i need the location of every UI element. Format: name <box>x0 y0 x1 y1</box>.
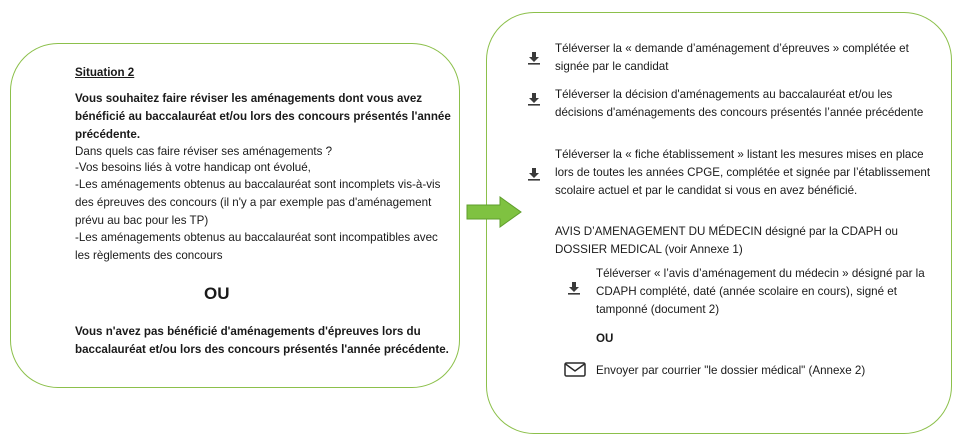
send-mail-step: Envoyer par courrier "le dossier médical" (Annexe 2) <box>596 364 866 377</box>
situation-reason: -Les aménagements obtenus au baccalauréat sont incompatibles avec les règlements des concours <box>75 231 438 262</box>
right-arrow-icon <box>466 196 522 228</box>
situation-reason: -Les aménagements obtenus au baccalauréat sont incomplets vis-à-vis des épreuves des concours (il n'y a par exemple pas d'aménagement prévu au bac pour les TP) <box>75 178 441 227</box>
situation-intro: Vous souhaitez faire réviser les aménagements dont vous avez bénéficié au baccalauréat et/ou lors des concours présentés l'année précédente. <box>75 92 451 141</box>
or-separator: OU <box>204 284 230 303</box>
situation-question: Dans quels cas faire réviser ses aménagements ? <box>75 145 333 158</box>
download-icon <box>567 281 581 295</box>
download-icon <box>527 167 541 181</box>
upload-avis-step: Téléverser « l’avis d’aménagement du médecin » désigné par la CDAPH complété, daté (année scolaire en cours), signé et tamponné (document 2) <box>596 267 925 316</box>
download-icon <box>527 92 541 106</box>
medical-opinion-heading: AVIS D’AMENAGEMENT DU MÉDECIN désigné par la CDAPH ou DOSSIER MEDICAL (voir Annexe 1) <box>555 225 898 256</box>
situation-title: Situation 2 <box>75 66 135 79</box>
upload-decision-step: Téléverser la décision d'aménagements au baccalauréat et/ou les décisions d'aménagements des concours présentés l’année précédente <box>555 88 924 119</box>
situation-alternative: Vous n'avez pas bénéficié d'aménagements d'épreuves lors du baccalauréat et/ou lors des concours présentés l'année précédente. <box>75 325 449 356</box>
upload-fiche-step: Téléverser la « fiche établissement » listant les mesures mises en place lors de toutes les années CPGE, complétée et signée par l’établissement scolaire actuel et par le candidat si vous en avez bénéficié. <box>555 148 931 197</box>
download-icon <box>527 51 541 65</box>
or-separator: OU <box>596 332 614 345</box>
situation-reason: -Vos besoins liés à votre handicap ont évolué, <box>75 161 311 174</box>
upload-request-step: Téléverser la « demande d’aménagement d’épreuves » complétée et signée par le candidat <box>555 42 909 73</box>
envelope-icon <box>564 362 586 377</box>
